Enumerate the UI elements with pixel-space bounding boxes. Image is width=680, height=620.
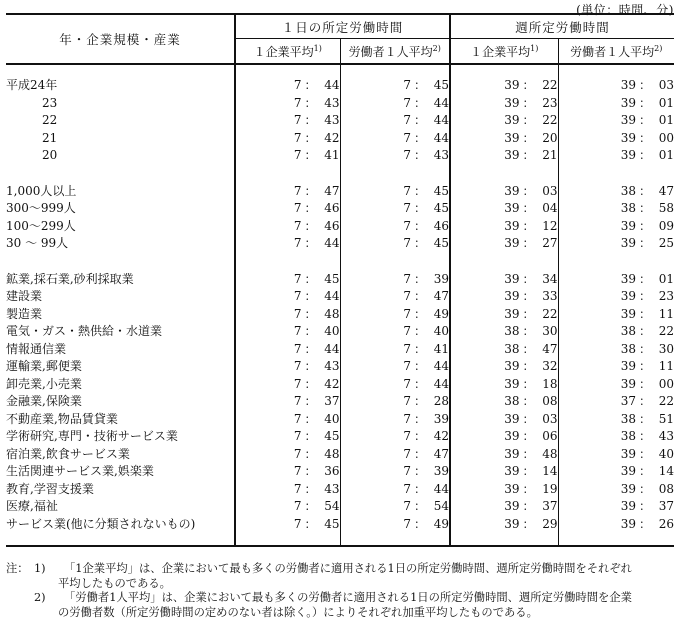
table-row [6, 358, 674, 376]
time-value: 37 ： 22 [620, 394, 675, 408]
footnote-1-cont: 平均したものである。 [58, 576, 171, 590]
table-row [6, 341, 674, 359]
row-label: 金融業,保険業 [6, 393, 235, 411]
time-value: 39 ： 03 [450, 411, 558, 429]
time-value: 7 ： 44 [235, 77, 340, 95]
time-value: 7 ： 46 [235, 200, 340, 218]
table-row [6, 200, 674, 218]
time-value: 39 ： 23 [450, 95, 558, 113]
time-value: 39 ： 06 [450, 428, 558, 446]
row-label: 学術研究,専門・技術サービス業 [6, 428, 235, 446]
time-value: 39 ： 29 [450, 516, 558, 534]
row-label: 100～299人 [6, 218, 235, 236]
time-value: 39 ： 22 [450, 306, 558, 324]
table-row [6, 498, 674, 516]
time-value: 39 ： 48 [450, 446, 558, 464]
time-value: 7 ： 41 [235, 147, 340, 165]
time-value: 7 ： 42 [235, 376, 340, 394]
time-value: 7 ： 46 [235, 218, 340, 236]
table-row [6, 77, 674, 95]
time-value: 39 ： 11 [620, 359, 675, 373]
row-label: 1,000人以上 [6, 183, 235, 201]
time-value: 7 ： 45 [340, 77, 450, 95]
row-label: 教育,学習支援業 [6, 481, 235, 499]
time-value: 39 ： 01 [620, 95, 675, 110]
row-label: 運輸業,郵便業 [6, 358, 235, 376]
time-value: 38 ： 08 [450, 393, 558, 411]
time-value: 39 ： 23 [620, 289, 675, 303]
time-value: 7 ： 45 [235, 428, 340, 446]
time-value: 7 ： 39 [340, 271, 450, 289]
time-value: 7 ： 44 [340, 376, 450, 394]
row-label: 不動産業,物品賃貸業 [6, 411, 235, 429]
footnote-2: 2) 「労働者1人平均」は、企業において最も多くの労働者に適用される1日の所定労働時間、週所定労働時間を企業 [34, 591, 632, 604]
time-value: 39 ： 37 [620, 499, 675, 513]
time-value: 7 ： 44 [235, 235, 340, 253]
footnote-1: 注： 1) 「1企業平均」は、企業において最も多くの労働者に適用される1日の所定労働時間、週所定労働時間をそれぞれ [6, 562, 632, 575]
row-label: 情報通信業 [6, 341, 235, 359]
row-label: 300～999人 [6, 200, 235, 218]
time-value: 39 ： 14 [620, 464, 675, 478]
row-label: 建設業 [6, 288, 235, 306]
time-value: 7 ： 44 [340, 95, 450, 113]
row-label: サービス業(他に分類されないもの) [6, 516, 235, 534]
table-row [6, 183, 674, 201]
time-value: 38 ： 43 [620, 429, 675, 443]
time-value: 39 ： 03 [450, 183, 558, 201]
time-value: 38 ： 51 [620, 411, 675, 426]
time-value: 39 ： 01 [620, 113, 675, 127]
row-label: 21 [6, 130, 235, 148]
table-row [6, 463, 674, 481]
time-value: 7 ： 40 [340, 323, 450, 341]
time-value: 39 ： 37 [450, 498, 558, 516]
row-label: 22 [6, 112, 235, 130]
time-value: 39 ： 33 [450, 288, 558, 306]
time-value: 7 ： 45 [340, 200, 450, 218]
row-label: 23 [6, 95, 235, 113]
table-row [6, 323, 674, 341]
row-label: 20 [6, 147, 235, 165]
row-label: 宿泊業,飲食サービス業 [6, 446, 235, 464]
time-value: 38 ： 30 [450, 323, 558, 341]
time-value: 7 ： 47 [340, 446, 450, 464]
time-value: 7 ： 43 [235, 95, 340, 113]
table-row [6, 147, 674, 165]
time-value: 39 ： 18 [450, 376, 558, 394]
time-value: 7 ： 45 [340, 183, 450, 201]
stub-header: 年・企業規模・産業 [6, 14, 235, 64]
time-value: 7 ： 36 [235, 463, 340, 481]
row-label: 30 ～ 99人 [6, 235, 235, 253]
table-row [6, 516, 674, 534]
row-label: 卸売業,小売業 [6, 376, 235, 394]
time-value: 7 ： 42 [340, 428, 450, 446]
time-value: 39 ： 01 [620, 148, 675, 162]
time-value: 39 ： 19 [450, 481, 558, 499]
time-value: 7 ： 44 [340, 112, 450, 130]
time-value: 39 ： 26 [620, 516, 675, 531]
row-label: 医療,福祉 [6, 498, 235, 516]
time-value: 39 ： 34 [450, 271, 558, 289]
time-value: 7 ： 45 [340, 235, 450, 253]
time-value: 39 ： 03 [620, 78, 675, 92]
table-row [6, 271, 674, 289]
table-row [6, 411, 674, 429]
col-header-weekly-worker-avg: 労働者１人平均$^{2)}$ [570, 43, 663, 59]
table-row [6, 376, 674, 394]
unit-label: (単位：時間、分) [576, 3, 674, 17]
col-header-daily-worker-avg: 労働者１人平均$^{2)}$ [340, 39, 450, 65]
table-row [6, 112, 674, 130]
row-label: 鉱業,採石業,砂利採取業 [6, 271, 235, 289]
time-value: 7 ： 43 [340, 147, 450, 165]
time-value: 39 ： 04 [450, 200, 558, 218]
table-row [6, 481, 674, 499]
row-label: 電気・ガス・熱供給・水道業 [6, 323, 235, 341]
time-value: 7 ： 44 [340, 130, 450, 148]
time-value: 7 ： 43 [235, 112, 340, 130]
time-value: 7 ： 43 [235, 358, 340, 376]
time-value: 7 ： 49 [340, 516, 450, 534]
time-value: 7 ： 44 [235, 341, 340, 359]
time-value: 39 ： 21 [450, 147, 558, 165]
time-value: 38 ： 22 [620, 324, 675, 338]
time-value: 7 ： 44 [340, 358, 450, 376]
time-value: 7 ： 40 [235, 323, 340, 341]
time-value: 7 ： 54 [235, 498, 340, 516]
time-value: 39 ： 32 [450, 358, 558, 376]
time-value: 7 ： 44 [235, 288, 340, 306]
time-value: 39 ： 12 [450, 218, 558, 236]
table-row [6, 235, 674, 253]
time-value: 39 ： 08 [620, 481, 675, 496]
time-value: 38 ： 30 [620, 341, 675, 356]
table-row [6, 446, 674, 464]
group-header-weekly: 週所定労働時間 [450, 14, 674, 39]
row-label: 生活関連サービス業,娯楽業 [6, 463, 235, 481]
table-row [6, 393, 674, 411]
time-value: 7 ： 48 [235, 446, 340, 464]
footnotes [6, 562, 676, 620]
time-value: 39 ： 22 [450, 112, 558, 130]
time-value: 38 ： 47 [450, 341, 558, 359]
time-value: 38 ： 58 [620, 201, 675, 215]
time-value: 38 ： 47 [620, 183, 675, 198]
table-row [6, 95, 674, 113]
time-value: 39 ： 00 [620, 130, 675, 145]
group-header-daily: １日の所定労働時間 [235, 14, 450, 39]
table-body [6, 64, 674, 546]
table-row [6, 288, 674, 306]
time-value: 39 ： 22 [450, 77, 558, 95]
time-value: 7 ： 28 [340, 393, 450, 411]
time-value: 7 ： 37 [235, 393, 340, 411]
table-row [6, 306, 674, 324]
time-value: 7 ： 43 [235, 481, 340, 499]
footnote-2-cont: の労働者数（所定労働時間の定めのない者は除く。）によりそれぞれ加重平均したものである。 [58, 605, 538, 619]
working-hours-table [6, 13, 674, 547]
row-label: 製造業 [6, 306, 235, 324]
time-value: 39 ： 01 [620, 271, 675, 286]
time-value: 7 ： 40 [235, 411, 340, 429]
time-value: 39 ： 25 [620, 236, 675, 250]
time-value: 7 ： 47 [235, 183, 340, 201]
time-value: 7 ： 45 [235, 271, 340, 289]
time-value: 39 ： 14 [450, 463, 558, 481]
time-value: 39 ： 09 [620, 218, 675, 233]
row-label: 平成24年 [6, 77, 235, 95]
table-row [6, 130, 674, 148]
table-row [6, 428, 674, 446]
time-value: 7 ： 49 [340, 306, 450, 324]
table-row [6, 218, 674, 236]
time-value: 7 ： 41 [340, 341, 450, 359]
col-header-weekly-company-avg: １企業平均$^{1)}$ [450, 39, 558, 65]
time-value: 39 ： 27 [450, 235, 558, 253]
time-value: 39 ： 40 [620, 446, 675, 461]
footnote-lead: 注： [6, 562, 29, 575]
time-value: 39 ： 00 [620, 376, 675, 391]
time-value: 7 ： 47 [340, 288, 450, 306]
time-value: 39 ： 11 [620, 306, 675, 321]
time-value: 7 ： 48 [235, 306, 340, 324]
time-value: 7 ： 44 [340, 481, 450, 499]
time-value: 7 ： 39 [340, 411, 450, 429]
time-value: 7 ： 54 [340, 498, 450, 516]
time-value: 7 ： 39 [340, 463, 450, 481]
time-value: 7 ： 46 [340, 218, 450, 236]
time-value: 7 ： 42 [235, 130, 340, 148]
col-header-daily-company-avg: １企業平均$^{1)}$ [235, 39, 340, 65]
time-value: 7 ： 45 [235, 516, 340, 534]
time-value: 39 ： 20 [450, 130, 558, 148]
